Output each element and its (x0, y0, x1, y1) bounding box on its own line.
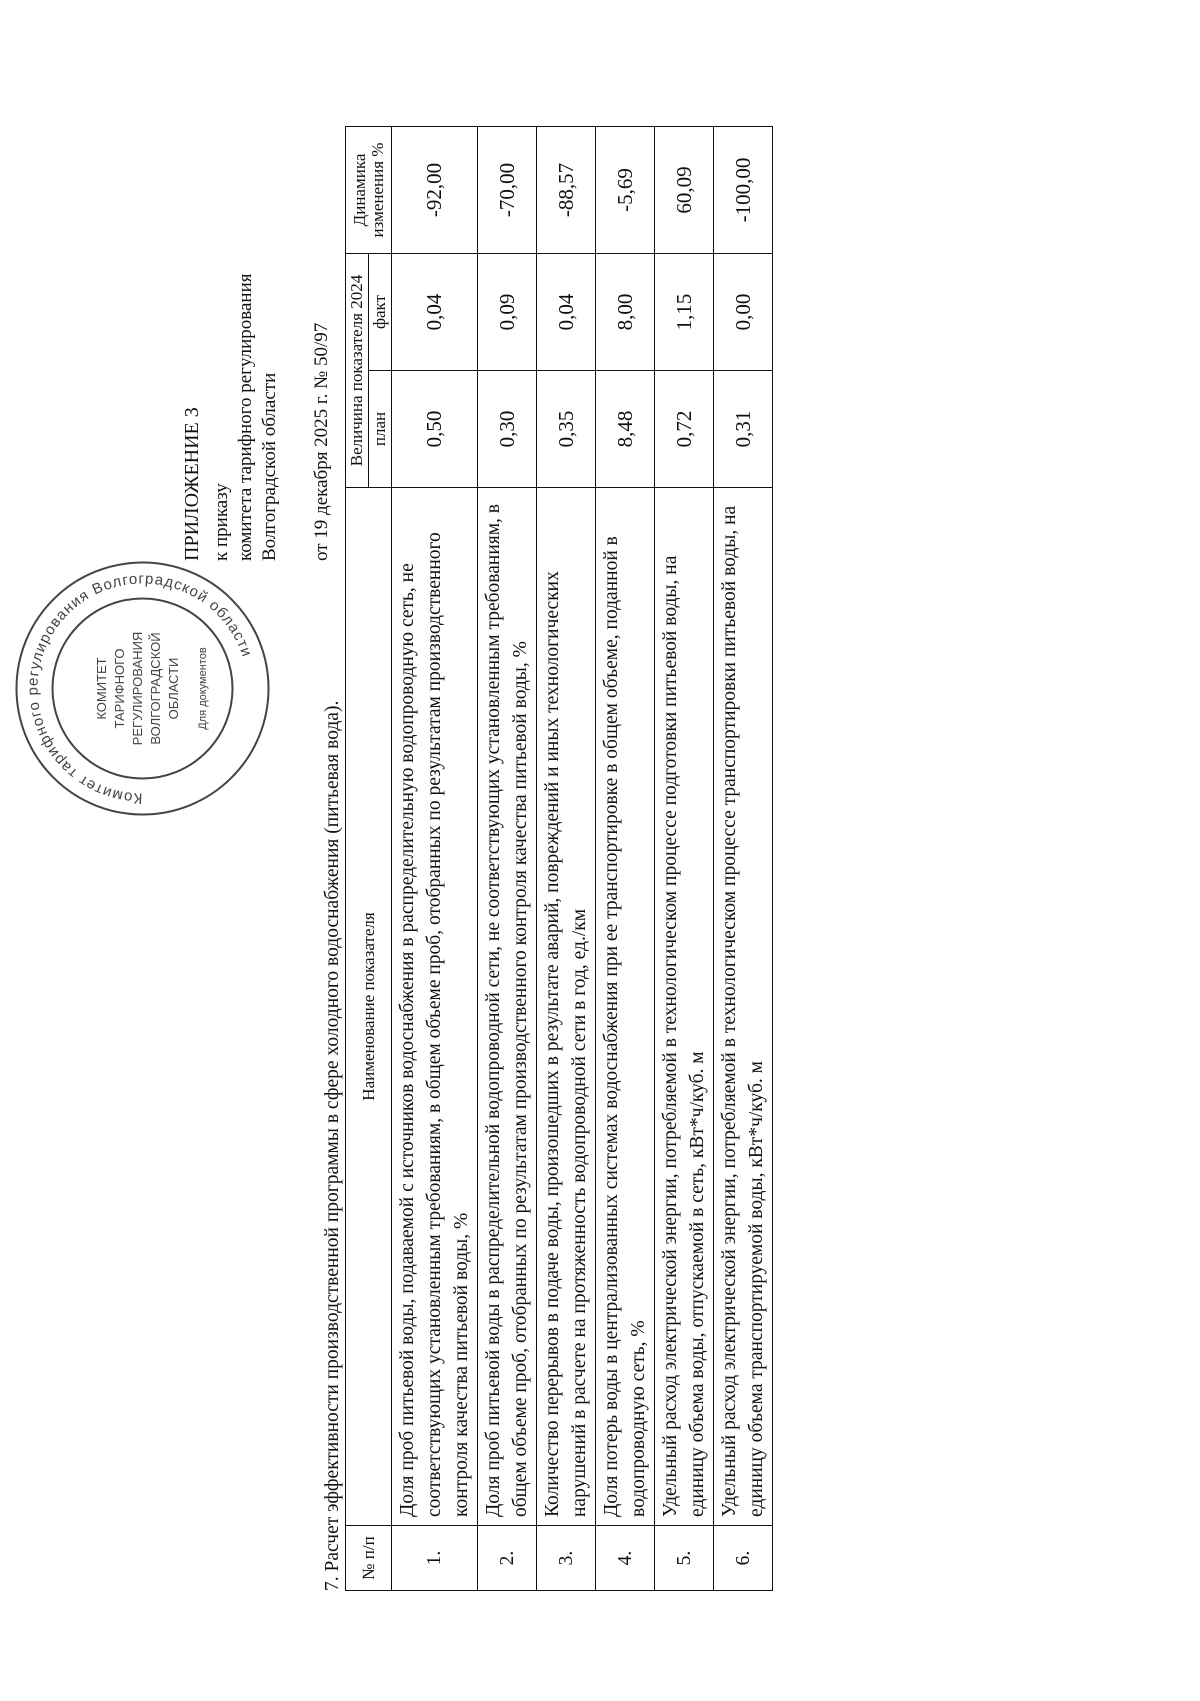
header-plan: план (369, 371, 392, 488)
row-num: 5. (655, 1526, 714, 1591)
committee-line-1: комитета тарифного регулирования (235, 273, 256, 561)
row-dynamics-value: -70,00 (478, 127, 537, 254)
order-date: от 19 декабря 2025 г. № 50/97 (311, 322, 332, 561)
header-num: № п/п (346, 1526, 392, 1591)
row-fact-value: 1,15 (655, 254, 714, 371)
row-plan-value: 0,31 (714, 371, 773, 488)
header-fact: факт (369, 254, 392, 371)
official-seal (10, 556, 275, 821)
row-dynamics-value: 60,09 (655, 127, 714, 254)
seal-line-5: ОБЛАСТИ (166, 657, 181, 720)
row-fact-value: 0,04 (392, 254, 478, 371)
row-dynamics-value: -5,69 (596, 127, 655, 254)
table-row (478, 127, 537, 1591)
row-indicator-name: Доля проб питьевой воды, подаваемой с источников водоснабжения в распределительную водопроводную сеть, не соответствующих установленным требованиям, в общем объеме проб, отобранных по результатам производственного контроля качества питьевой воды, % (392, 488, 478, 1526)
row-fact-value: 0,04 (537, 254, 596, 371)
row-dynamics-value: -100,00 (714, 127, 773, 254)
row-num: 4. (596, 1526, 655, 1591)
seal-line-2: ТАРИФНОГО (112, 648, 127, 729)
seal-inner-text: Для документов (197, 647, 209, 730)
header-dynamics: Динамика изменения % (346, 127, 392, 254)
row-indicator-name: Удельный расход электрической энергии, потребляемой в технологическом процессе подготовки питьевой воды, на единицу объема воды, отпускаемой в сеть, кВт*ч/куб. м (655, 488, 714, 1526)
seal-ring-path: Комитет тарифного регулирования Волгоградской области (24, 570, 256, 807)
appendix-title: ПРИЛОЖЕНИЕ 3 (181, 407, 203, 561)
row-indicator-name: Удельный расход электрической энергии, потребляемой в технологическом процессе транспортировки питьевой воды, на единицу объема транспортируемой воды, кВт*ч/куб. м (714, 488, 773, 1526)
table-row (392, 127, 478, 1591)
row-plan-value: 0,72 (655, 371, 714, 488)
row-num: 3. (537, 1526, 596, 1591)
row-plan-value: 0,30 (478, 371, 537, 488)
order-reference: к приказу (211, 483, 232, 561)
header-name: Наименование показателя (346, 488, 392, 1526)
table-header-row (346, 127, 369, 1591)
row-plan-value: 0,35 (537, 371, 596, 488)
indicators-table (345, 126, 773, 1591)
row-indicator-name: Количество перерывов в подаче воды, произошедших в результате аварий, повреждений и иных технологических нарушений в расчете на протяженность водопроводной сети в год, ед./км (537, 488, 596, 1526)
seal-line-3: РЕГУЛИРОВАНИЯ (130, 631, 145, 746)
row-indicator-name: Доля проб питьевой воды в распределительной водопроводной сети, не соответствующих установленным требованиям, в общем объеме проб, отобранных по результатам производственного контроля качества питьевой воды, % (478, 488, 537, 1526)
header-value-group: Величина показателя 2024 (346, 254, 369, 488)
seal-line-1: КОМИТЕТ (94, 657, 109, 720)
row-num: 2. (478, 1526, 537, 1591)
row-dynamics-value: -92,00 (392, 127, 478, 254)
table-row (655, 127, 714, 1591)
table-title: 7. Расчет эффективности производственной программы в сфере холодного водоснабжения (питьевая вода). (322, 700, 343, 1591)
row-indicator-name: Доля потерь воды в централизованных системах водоснабжения при ее транспортировке в общем объеме, поданной в водопроводную сеть, % (596, 488, 655, 1526)
row-plan-value: 8,48 (596, 371, 655, 488)
row-plan-value: 0,50 (392, 371, 478, 488)
row-fact-value: 0,00 (714, 254, 773, 371)
committee-line-2: Волгоградской области (259, 372, 280, 561)
appendix-header (180, 101, 334, 561)
table-row (537, 127, 596, 1591)
table-row (596, 127, 655, 1591)
row-dynamics-value: -88,57 (537, 127, 596, 254)
row-num: 1. (392, 1526, 478, 1591)
row-num: 6. (714, 1526, 773, 1591)
row-fact-value: 0,09 (478, 254, 537, 371)
row-fact-value: 8,00 (596, 254, 655, 371)
table-row (714, 127, 773, 1591)
seal-line-4: ВОЛГОГРАДСКОЙ (148, 632, 163, 745)
